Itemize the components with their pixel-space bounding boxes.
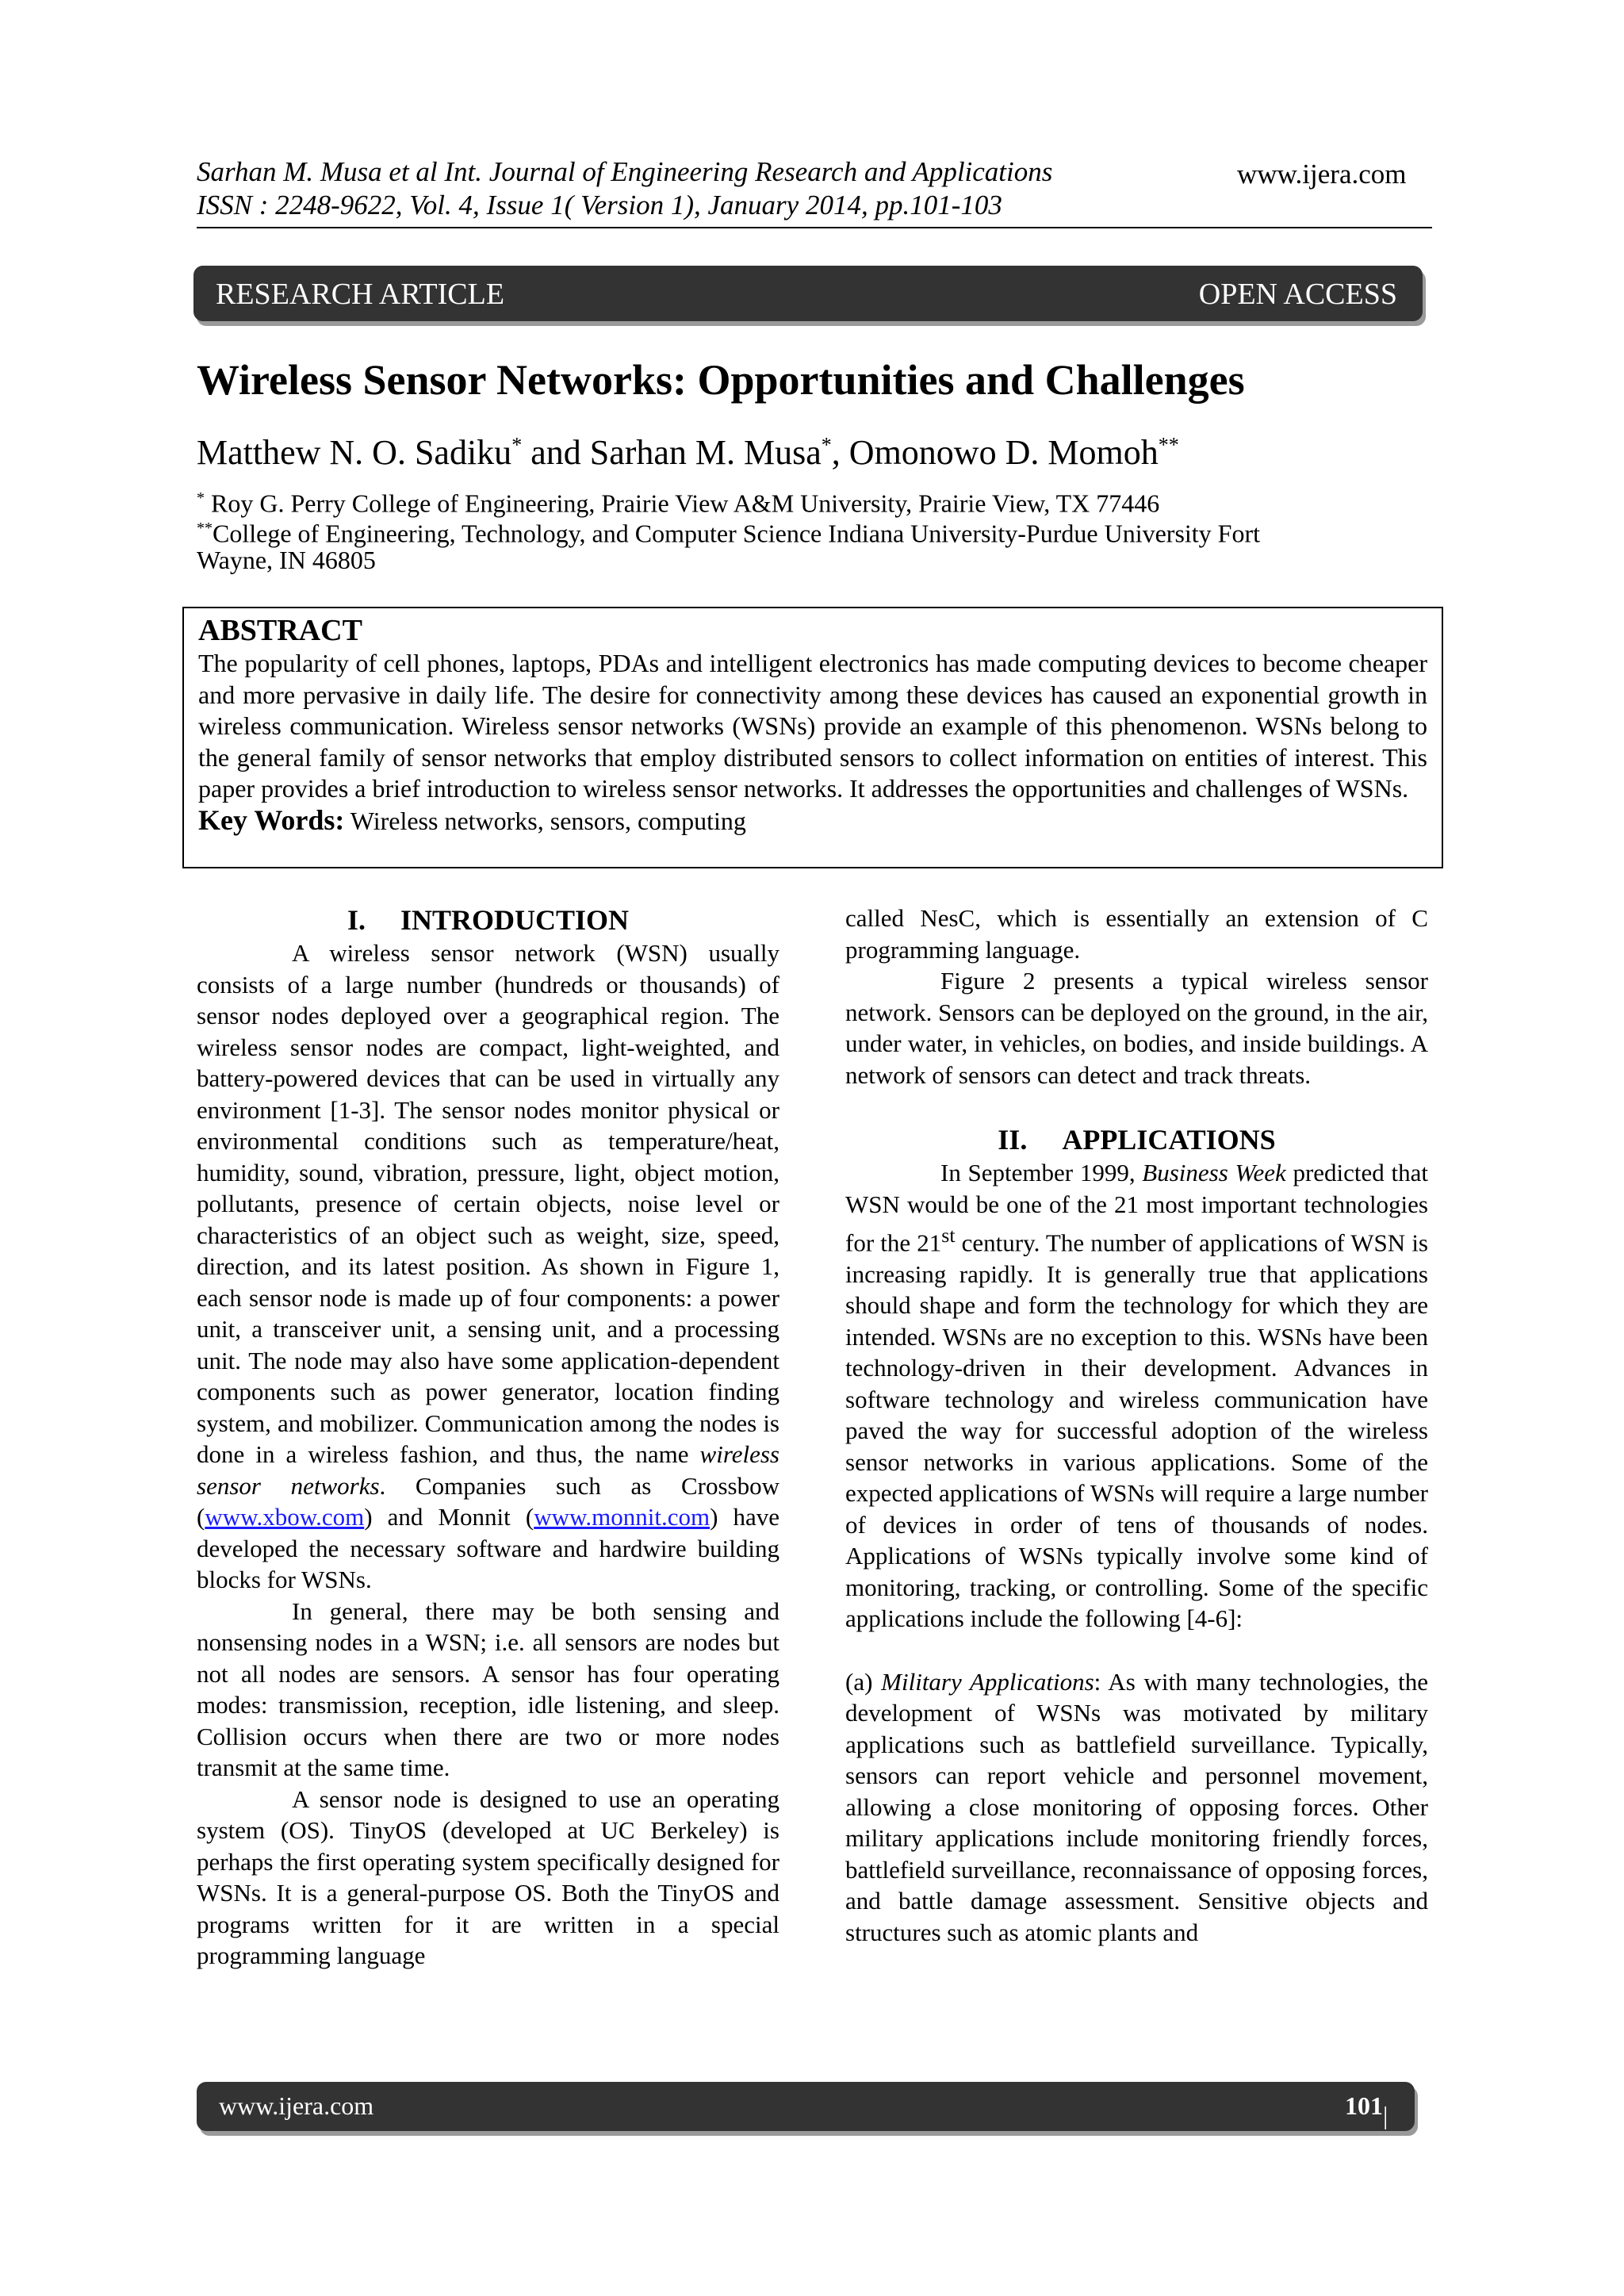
affiliation-2-line-2: Wayne, IN 46805 [197, 546, 376, 574]
footer-website: www.ijera.com [219, 2091, 374, 2120]
page-number: 101 [1345, 2091, 1383, 2120]
abstract-heading: ABSTRACT [198, 614, 362, 647]
paper-title: Wireless Sensor Networks: Opportunities and Challenges [197, 356, 1245, 404]
author-3: , Omonowo D. Momoh [831, 433, 1159, 472]
abstract-body: The popularity of cell phones, laptops, PDAs and intelligent electronics has made computing devices to become cheaper and more pervasive in daily life. The desire for connectivity among these devices has caused an exponential growth in wireless communication. Wireless sensor networks (WSNs) provide an example of this phenomenon. WSNs belong to the general family of sensor networks that employ distributed sensors to collect information on entities of interest. This paper provides a brief introduction to wireless sensor networks. It addresses the opportunities and challenges of WSNs. [198, 649, 1427, 803]
applications-paragraph-1 [845, 1157, 1428, 1635]
section-title: APPLICATIONS [1062, 1124, 1276, 1156]
military-applications-paragraph [845, 1666, 1428, 1949]
italic-term: Military Applications [881, 1667, 1094, 1696]
affiliation-1-mark: * [197, 489, 205, 507]
author-1-mark: * [511, 433, 523, 457]
text-span: predicted that WSN would be one of the 21 most important technologies for the 21 [845, 1159, 1429, 1257]
monnit-link[interactable]: www.monnit.com [534, 1503, 710, 1531]
author-2-mark: * [821, 433, 832, 457]
text-span: In September 1999, [940, 1159, 1143, 1186]
section-title: INTRODUCTION [400, 904, 630, 936]
page-label: | P a g e [1383, 2101, 1396, 2247]
affiliation-2-line-1: College of Engineering, Technology, and Computer Science Indiana University-Purdue University Fort [213, 519, 1261, 548]
intro-paragraph-1 [197, 937, 779, 1596]
xbow-link[interactable]: www.xbow.com [205, 1503, 365, 1531]
journal-header-line-1: Sarhan M. Musa et al Int. Journal of Engineering Research and Applications [197, 156, 1053, 187]
keywords-line [198, 805, 1427, 838]
author-1: Matthew N. O. Sadiku [197, 433, 512, 472]
intro-paragraph-3-continued: called NesC, which is essentially an extension of C programming language. [845, 904, 1428, 964]
author-list [197, 432, 1179, 473]
author-2: and Sarhan M. Musa [522, 433, 822, 472]
banner-research-article: RESEARCH ARTICLE [216, 278, 505, 311]
section-number: I. [347, 904, 366, 936]
page-footer [197, 2082, 1415, 2247]
affiliation-1-text: Roy G. Perry College of Engineering, Prairie View A&M University, Prairie View, TX 77446 [205, 489, 1160, 518]
keywords-label: Key Words: [198, 803, 345, 836]
text-span: ) and Monnit ( [364, 1503, 534, 1531]
text-span: A wireless sensor network (WSN) usually consists of a large number (hundreds or thousands) of sensor nodes deployed over a geographical region. The wireless sensor nodes are compact, light-weighted, and battery-powered devices that can be used in virtually any environment [1-3]. The sensor nodes monitor physical or environmental conditions such as temperature/heat, humidity, sound, vibration, pressure, light, object motion, pollutants, presence of certain objects, noise level or characteristics of an object such as weight, size, speed, direction, and its latest position. As shown in Figure 1, each sensor node is made up of four components: a power unit, a transceiver unit, a sensing unit, and a processing unit. The node may also have some application-dependent components such as power generator, location finding system, and mobilizer. Communication among the nodes is done in a wireless fashion, and thus, the name [197, 939, 779, 1468]
text-span: . Companies such as Crossbow ( [197, 1471, 779, 1531]
text-span: (a) [845, 1667, 882, 1696]
italic-term: Business Week [1142, 1159, 1286, 1186]
spacer [845, 1635, 1428, 1666]
ordinal-superscript: st [941, 1224, 956, 1247]
abstract-box [182, 607, 1443, 868]
header-rule [197, 227, 1432, 228]
left-column [197, 903, 779, 1972]
text-span: ) have developed the necessary software and hardwire building blocks for WSNs. [197, 1503, 779, 1593]
journal-header-line-2: ISSN : 2248-9622, Vol. 4, Issue 1( Version 1), January 2014, pp.101-103 [197, 190, 1002, 220]
author-3-mark: ** [1158, 433, 1179, 457]
text-span: century. The number of applications of WSN is increasing rapidly. It is generally true that applications should shape and form the technology for which they are intended. WSNs are no exception to this. WSNs have been technology-driven in their development. Advances in software technology and wireless communication have paved the way for successful adoption of the wireless sensor networks in various applications. Some of the expected applications of WSNs will require a large number of devices in order of tens of thousands of nodes. Applications of WSNs typically involve some kind of monitoring, tracking, or controlling. Some of the specific applications include the following [4-6]: [845, 1228, 1428, 1633]
section-heading-applications [845, 1122, 1428, 1157]
intro-paragraph-4: Figure 2 presents a typical wireless sensor network. Sensors can be deployed on the ground, in the air, under water, in vehicles, on bodies, and inside buildings. A network of sensors can detect and track threats. [845, 967, 1428, 1089]
keywords-text: Wireless networks, sensors, computing [344, 806, 746, 835]
section-heading-introduction [197, 903, 779, 937]
intro-paragraph-3: A sensor node is designed to use an operating system (OS). TinyOS (developed at UC Berkeley) is perhaps the first operating system specifically designed for WSNs. It is a general-purpose OS. Both the TinyOS and programs written for it are written in a special programming language [197, 1784, 779, 1969]
banner-open-access: OPEN ACCESS [1198, 278, 1397, 311]
text-span: : As with many technologies, the development of WSNs was motivated by military applications such as battlefield surveillance. Typically, sensors can report vehicle and personnel movement, allowing a close monitoring of opposing forces. Other military applications include monitoring friendly forces, battlefield surveillance, reconnaissance of opposing forces, and battle damage assessment. Sensitive objects and structures such as atomic plants and [845, 1667, 1429, 1946]
intro-paragraph-2: In general, there may be both sensing and nonsensing nodes in a WSN; i.e. all sensors are nodes but not all nodes are sensors. A sensor has four operating modes: transmission, reception, idle listening, and sleep. Collision occurs when there are two or more nodes transmit at the same time. [197, 1596, 779, 1781]
right-column [845, 903, 1428, 1948]
spacer [845, 1091, 1428, 1122]
header-website: www.ijera.com [1237, 159, 1407, 190]
affiliation-2-mark: ** [197, 519, 213, 537]
footer-page-number [1345, 2091, 1396, 2247]
article-type-banner [193, 266, 1423, 321]
section-number: II. [998, 1124, 1028, 1156]
italic-term: wireless sensor networks [197, 1440, 779, 1500]
